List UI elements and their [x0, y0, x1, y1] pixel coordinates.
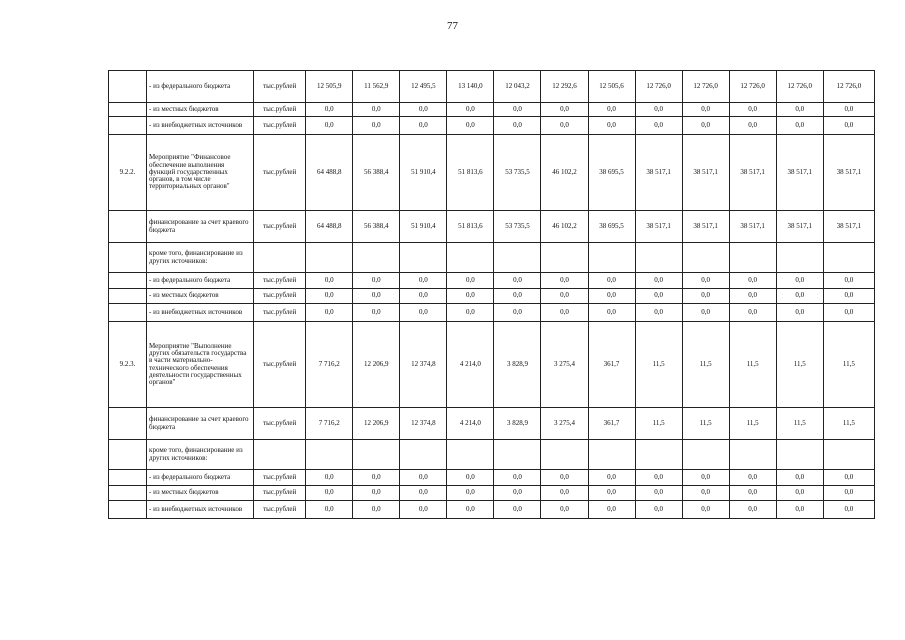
row-code-cell: [109, 486, 147, 501]
row-value-cell: 12 505,6: [588, 71, 635, 103]
row-value-cell: 0,0: [729, 289, 776, 304]
row-code-cell: [109, 470, 147, 486]
row-value-cell: 3 828,9: [494, 408, 541, 440]
row-unit-cell: тыс.рублей: [254, 273, 306, 289]
row-value-cell: 0,0: [447, 470, 494, 486]
row-value-cell: [588, 243, 635, 273]
row-value-cell: 0,0: [494, 486, 541, 501]
table-row: [109, 501, 875, 519]
row-value-cell: [541, 440, 588, 470]
row-code-cell: [109, 273, 147, 289]
row-value-cell: 0,0: [541, 289, 588, 304]
row-value-cell: 11 562,9: [353, 71, 400, 103]
row-value-cell: 0,0: [541, 501, 588, 519]
row-value-cell: [635, 440, 682, 470]
row-description-cell: - из федерального бюджета: [147, 470, 254, 486]
row-value-cell: 0,0: [447, 486, 494, 501]
row-value-cell: 12 495,5: [400, 71, 447, 103]
row-code-cell: [109, 440, 147, 470]
row-value-cell: 38 517,1: [729, 135, 776, 211]
row-value-cell: 38 517,1: [729, 211, 776, 243]
row-value-cell: 0,0: [447, 289, 494, 304]
row-description-cell: финансирование за счет краевого бюджета: [147, 408, 254, 440]
row-value-cell: 11,5: [635, 408, 682, 440]
row-value-cell: 0,0: [729, 501, 776, 519]
row-value-cell: 0,0: [682, 273, 729, 289]
row-unit-cell: тыс.рублей: [254, 103, 306, 117]
row-description-cell: кроме того, финансирование из других источников:: [147, 440, 254, 470]
row-value-cell: 11,5: [776, 408, 823, 440]
row-unit-cell: тыс.рублей: [254, 501, 306, 519]
row-value-cell: 0,0: [447, 117, 494, 135]
row-value-cell: [306, 243, 353, 273]
row-value-cell: 0,0: [353, 501, 400, 519]
row-value-cell: 0,0: [682, 117, 729, 135]
row-code-cell: 9.2.2.: [109, 135, 147, 211]
row-value-cell: 0,0: [823, 289, 874, 304]
row-value-cell: 3 275,4: [541, 408, 588, 440]
row-value-cell: 38 517,1: [823, 211, 874, 243]
row-value-cell: 0,0: [494, 117, 541, 135]
row-value-cell: [353, 440, 400, 470]
row-value-cell: 0,0: [494, 501, 541, 519]
row-value-cell: 0,0: [635, 486, 682, 501]
row-value-cell: 11,5: [776, 322, 823, 408]
row-value-cell: 0,0: [635, 470, 682, 486]
row-value-cell: [635, 243, 682, 273]
budget-table: [108, 70, 875, 519]
row-value-cell: 361,7: [588, 322, 635, 408]
row-value-cell: 0,0: [400, 117, 447, 135]
row-description-cell: - из местных бюджетов: [147, 289, 254, 304]
row-value-cell: 0,0: [541, 470, 588, 486]
row-value-cell: [400, 440, 447, 470]
row-value-cell: 0,0: [635, 501, 682, 519]
row-value-cell: 12 374,8: [400, 408, 447, 440]
row-value-cell: 0,0: [588, 103, 635, 117]
row-value-cell: 0,0: [494, 273, 541, 289]
page-number: 77: [447, 20, 458, 32]
row-value-cell: 11,5: [682, 322, 729, 408]
row-value-cell: 0,0: [635, 103, 682, 117]
row-value-cell: 0,0: [776, 103, 823, 117]
row-description-cell: - из внебюджетных источников: [147, 117, 254, 135]
table-row: [109, 117, 875, 135]
row-value-cell: 0,0: [776, 117, 823, 135]
row-value-cell: 0,0: [306, 501, 353, 519]
row-value-cell: 0,0: [776, 486, 823, 501]
row-unit-cell: тыс.рублей: [254, 211, 306, 243]
row-value-cell: 0,0: [635, 289, 682, 304]
row-value-cell: [447, 440, 494, 470]
row-description-cell: - из федерального бюджета: [147, 273, 254, 289]
row-value-cell: 12 043,2: [494, 71, 541, 103]
row-unit-cell: тыс.рублей: [254, 71, 306, 103]
row-value-cell: 0,0: [353, 103, 400, 117]
row-value-cell: 0,0: [776, 470, 823, 486]
row-value-cell: 11,5: [729, 322, 776, 408]
row-value-cell: [823, 243, 874, 273]
row-value-cell: 0,0: [776, 273, 823, 289]
row-value-cell: [541, 243, 588, 273]
row-code-cell: [109, 71, 147, 103]
row-description-cell: - из местных бюджетов: [147, 486, 254, 501]
table-row: [109, 243, 875, 273]
row-code-cell: [109, 103, 147, 117]
row-value-cell: [353, 243, 400, 273]
row-value-cell: 0,0: [400, 486, 447, 501]
row-value-cell: 0,0: [353, 289, 400, 304]
row-value-cell: 7 716,2: [306, 322, 353, 408]
row-code-cell: [109, 501, 147, 519]
row-value-cell: 0,0: [682, 486, 729, 501]
row-value-cell: 38 695,5: [588, 135, 635, 211]
row-value-cell: 7 716,2: [306, 408, 353, 440]
row-value-cell: 0,0: [306, 470, 353, 486]
row-unit-cell: тыс.рублей: [254, 322, 306, 408]
row-value-cell: 361,7: [588, 408, 635, 440]
row-value-cell: 11,5: [823, 408, 874, 440]
row-value-cell: 38 517,1: [635, 211, 682, 243]
row-value-cell: [400, 243, 447, 273]
row-value-cell: 46 102,2: [541, 211, 588, 243]
table-row: [109, 322, 875, 408]
row-value-cell: 38 517,1: [823, 135, 874, 211]
table-row: [109, 440, 875, 470]
row-value-cell: 38 517,1: [635, 135, 682, 211]
row-unit-cell: тыс.рублей: [254, 408, 306, 440]
row-value-cell: 0,0: [494, 304, 541, 322]
row-value-cell: [776, 243, 823, 273]
row-value-cell: 0,0: [823, 117, 874, 135]
row-value-cell: 12 726,0: [682, 71, 729, 103]
row-value-cell: 0,0: [400, 273, 447, 289]
row-value-cell: 0,0: [353, 117, 400, 135]
row-value-cell: 11,5: [682, 408, 729, 440]
row-value-cell: 46 102,2: [541, 135, 588, 211]
row-value-cell: 0,0: [306, 289, 353, 304]
table-row: [109, 211, 875, 243]
row-value-cell: 0,0: [729, 103, 776, 117]
row-value-cell: 51 813,6: [447, 135, 494, 211]
row-value-cell: 51 910,4: [400, 211, 447, 243]
row-value-cell: 51 910,4: [400, 135, 447, 211]
row-value-cell: 51 813,6: [447, 211, 494, 243]
row-value-cell: 38 517,1: [682, 135, 729, 211]
row-value-cell: 56 388,4: [353, 135, 400, 211]
row-value-cell: 0,0: [400, 470, 447, 486]
row-value-cell: 0,0: [400, 304, 447, 322]
row-value-cell: 38 517,1: [776, 135, 823, 211]
row-value-cell: 12 206,9: [353, 322, 400, 408]
row-value-cell: 0,0: [588, 486, 635, 501]
row-value-cell: [588, 440, 635, 470]
row-value-cell: 38 517,1: [682, 211, 729, 243]
row-value-cell: 13 140,0: [447, 71, 494, 103]
row-code-cell: [109, 408, 147, 440]
row-value-cell: 53 735,5: [494, 135, 541, 211]
row-value-cell: 0,0: [353, 486, 400, 501]
row-value-cell: 0,0: [823, 470, 874, 486]
row-value-cell: 56 388,4: [353, 211, 400, 243]
row-unit-cell: тыс.рублей: [254, 486, 306, 501]
row-code-cell: [109, 289, 147, 304]
row-value-cell: 0,0: [306, 304, 353, 322]
row-description-cell: - из местных бюджетов: [147, 103, 254, 117]
row-description-cell: Мероприятие "Выполнение других обязательств государства в части материально-технического обеспечения деятельности государственных органов": [147, 322, 254, 408]
row-value-cell: [447, 243, 494, 273]
table-row: [109, 289, 875, 304]
row-value-cell: 0,0: [776, 304, 823, 322]
row-unit-cell: тыс.рублей: [254, 304, 306, 322]
row-value-cell: 0,0: [588, 117, 635, 135]
row-code-cell: [109, 243, 147, 273]
row-value-cell: 0,0: [494, 103, 541, 117]
table-body: [109, 71, 875, 519]
row-value-cell: 0,0: [353, 304, 400, 322]
row-value-cell: 0,0: [447, 273, 494, 289]
row-value-cell: 12 726,0: [729, 71, 776, 103]
row-code-cell: [109, 304, 147, 322]
row-value-cell: 0,0: [494, 289, 541, 304]
row-value-cell: [306, 440, 353, 470]
row-value-cell: [729, 440, 776, 470]
table-row: [109, 273, 875, 289]
row-value-cell: 0,0: [447, 103, 494, 117]
row-code-cell: [109, 117, 147, 135]
row-value-cell: 0,0: [635, 273, 682, 289]
row-value-cell: 0,0: [682, 501, 729, 519]
row-value-cell: 0,0: [353, 273, 400, 289]
row-value-cell: 0,0: [823, 304, 874, 322]
row-value-cell: 12 206,9: [353, 408, 400, 440]
row-value-cell: 64 488,8: [306, 211, 353, 243]
row-value-cell: 0,0: [400, 103, 447, 117]
row-value-cell: 53 735,5: [494, 211, 541, 243]
row-value-cell: 0,0: [494, 470, 541, 486]
row-value-cell: [823, 440, 874, 470]
table-row: [109, 408, 875, 440]
row-unit-cell: тыс.рублей: [254, 117, 306, 135]
row-value-cell: 0,0: [588, 304, 635, 322]
row-code-cell: [109, 211, 147, 243]
row-value-cell: 0,0: [353, 470, 400, 486]
row-value-cell: 12 726,0: [635, 71, 682, 103]
row-value-cell: 0,0: [306, 103, 353, 117]
row-value-cell: 0,0: [447, 501, 494, 519]
row-description-cell: Мероприятие "Финансовое обеспечение выполнения функций государственных органов, в том числе территориальных органов": [147, 135, 254, 211]
row-value-cell: 12 505,9: [306, 71, 353, 103]
row-unit-cell: тыс.рублей: [254, 470, 306, 486]
table-row: [109, 135, 875, 211]
row-value-cell: 11,5: [823, 322, 874, 408]
row-value-cell: 4 214,0: [447, 408, 494, 440]
row-value-cell: 4 214,0: [447, 322, 494, 408]
row-code-cell: 9.2.3.: [109, 322, 147, 408]
row-value-cell: 0,0: [682, 103, 729, 117]
row-value-cell: 38 517,1: [776, 211, 823, 243]
row-value-cell: 0,0: [682, 470, 729, 486]
row-value-cell: [494, 243, 541, 273]
row-value-cell: 0,0: [588, 470, 635, 486]
row-value-cell: 0,0: [588, 273, 635, 289]
row-value-cell: 0,0: [776, 501, 823, 519]
row-value-cell: 0,0: [729, 470, 776, 486]
row-value-cell: 3 275,4: [541, 322, 588, 408]
row-value-cell: 12 726,0: [776, 71, 823, 103]
row-value-cell: 0,0: [541, 304, 588, 322]
row-value-cell: [494, 440, 541, 470]
row-unit-cell: тыс.рублей: [254, 289, 306, 304]
row-value-cell: 0,0: [682, 289, 729, 304]
row-value-cell: 0,0: [541, 103, 588, 117]
row-value-cell: 0,0: [541, 117, 588, 135]
row-value-cell: 0,0: [588, 289, 635, 304]
table-row: [109, 486, 875, 501]
row-value-cell: 11,5: [635, 322, 682, 408]
row-value-cell: 0,0: [306, 273, 353, 289]
row-value-cell: 3 828,9: [494, 322, 541, 408]
row-description-cell: финансирование за счет краевого бюджета: [147, 211, 254, 243]
row-description-cell: - из федерального бюджета: [147, 71, 254, 103]
row-value-cell: 0,0: [823, 501, 874, 519]
row-value-cell: 64 488,8: [306, 135, 353, 211]
table-row: [109, 103, 875, 117]
row-value-cell: 0,0: [729, 304, 776, 322]
row-value-cell: 12 374,8: [400, 322, 447, 408]
row-value-cell: 0,0: [729, 273, 776, 289]
row-value-cell: [682, 440, 729, 470]
table-row: [109, 304, 875, 322]
row-value-cell: 11,5: [729, 408, 776, 440]
row-value-cell: [682, 243, 729, 273]
row-value-cell: 12 726,0: [823, 71, 874, 103]
row-value-cell: 0,0: [447, 304, 494, 322]
row-unit-cell: тыс.рублей: [254, 135, 306, 211]
row-value-cell: 0,0: [682, 304, 729, 322]
row-unit-cell: [254, 243, 306, 273]
row-description-cell: - из внебюджетных источников: [147, 304, 254, 322]
row-description-cell: - из внебюджетных источников: [147, 501, 254, 519]
row-unit-cell: [254, 440, 306, 470]
row-value-cell: 0,0: [541, 486, 588, 501]
row-value-cell: [729, 243, 776, 273]
row-value-cell: 38 695,5: [588, 211, 635, 243]
table-row: [109, 71, 875, 103]
row-value-cell: 0,0: [588, 501, 635, 519]
row-value-cell: 0,0: [729, 486, 776, 501]
row-value-cell: 0,0: [823, 486, 874, 501]
table-row: [109, 470, 875, 486]
row-value-cell: 0,0: [823, 273, 874, 289]
row-value-cell: 0,0: [306, 117, 353, 135]
row-value-cell: 0,0: [400, 289, 447, 304]
row-value-cell: [776, 440, 823, 470]
row-value-cell: 0,0: [541, 273, 588, 289]
row-value-cell: 12 292,6: [541, 71, 588, 103]
row-value-cell: 0,0: [776, 289, 823, 304]
row-value-cell: 0,0: [635, 304, 682, 322]
row-value-cell: 0,0: [635, 117, 682, 135]
row-description-cell: кроме того, финансирование из других источников:: [147, 243, 254, 273]
row-value-cell: 0,0: [729, 117, 776, 135]
row-value-cell: 0,0: [823, 103, 874, 117]
row-value-cell: 0,0: [400, 501, 447, 519]
row-value-cell: 0,0: [306, 486, 353, 501]
